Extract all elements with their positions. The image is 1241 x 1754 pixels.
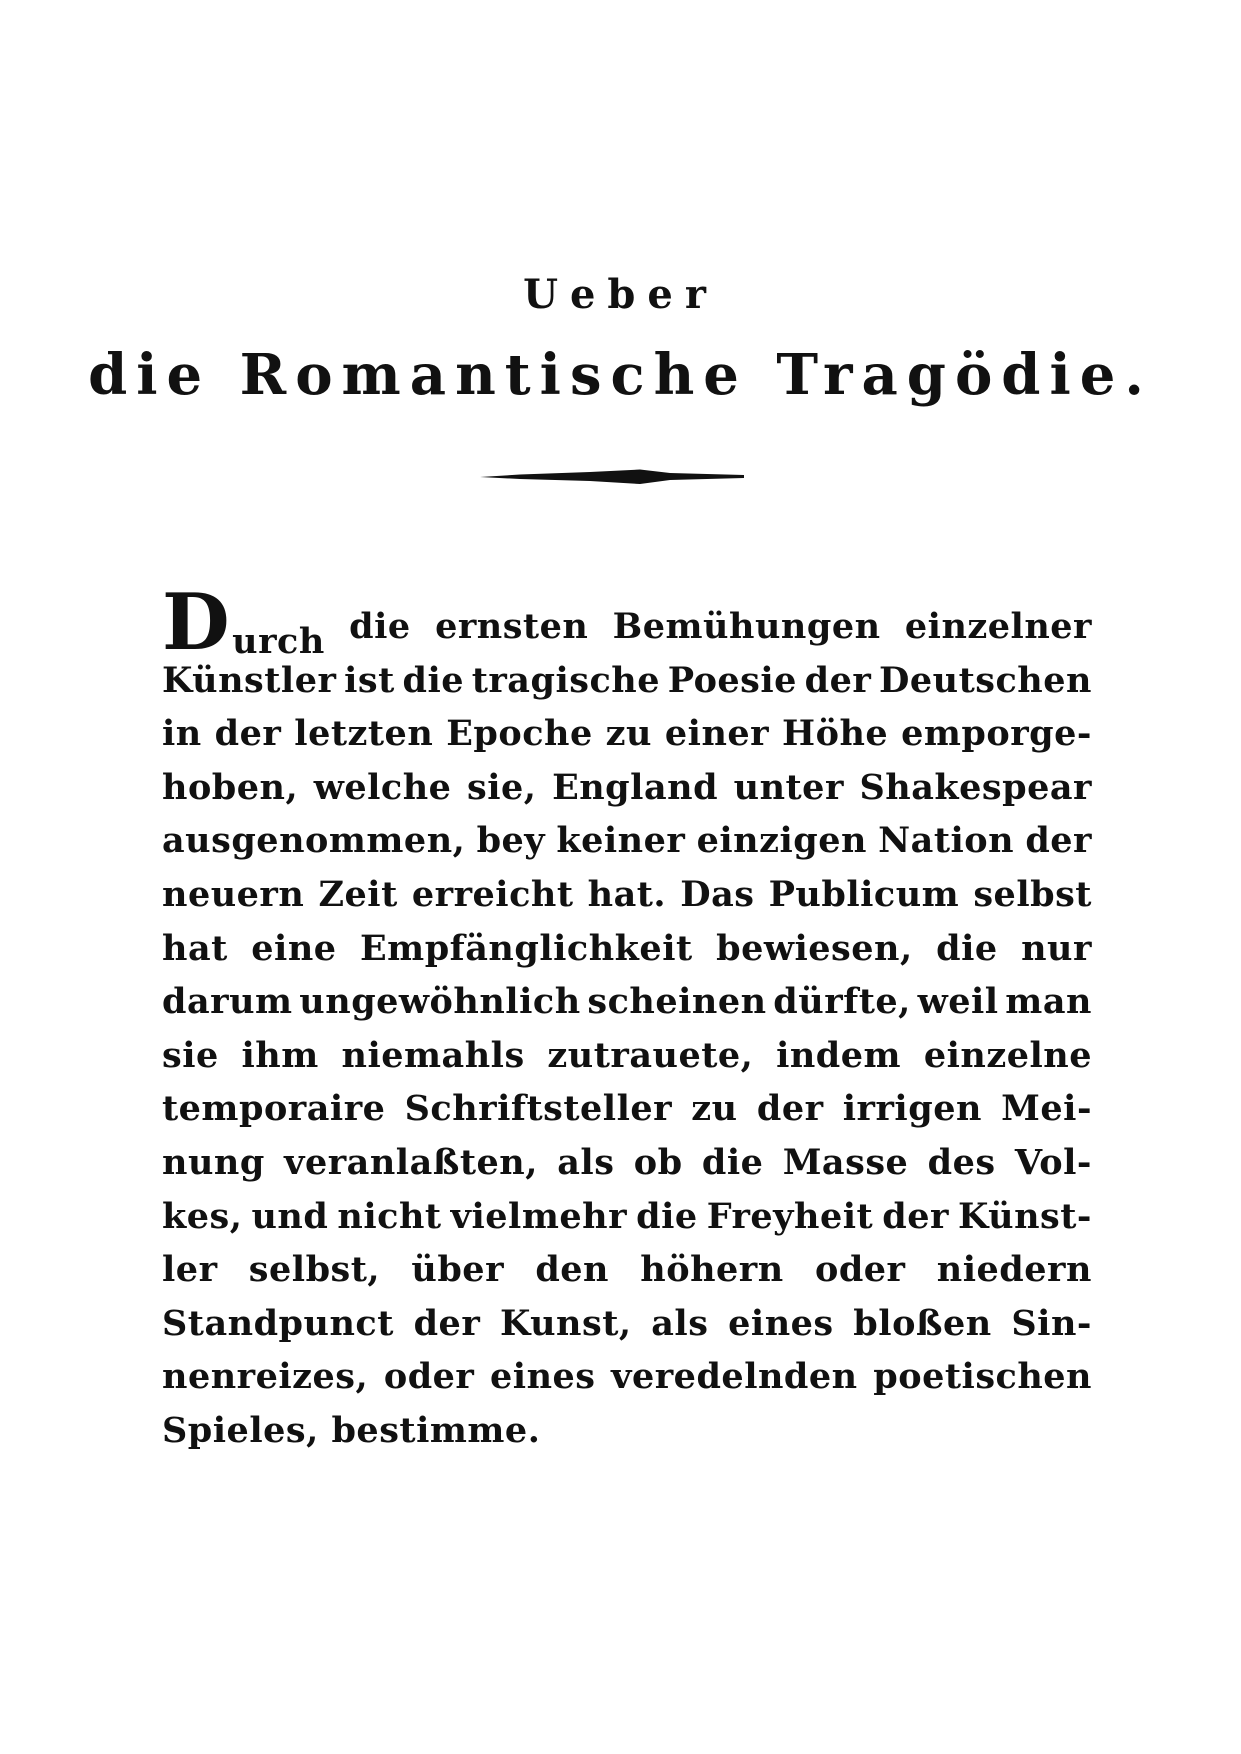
word: Deutschen bbox=[879, 659, 1092, 701]
word: Schriftsteller bbox=[404, 1088, 673, 1130]
text-line bbox=[162, 761, 1092, 815]
word: zu bbox=[691, 1088, 738, 1130]
word: hat. bbox=[587, 873, 667, 915]
word: ist bbox=[344, 659, 395, 701]
word: einer bbox=[664, 713, 770, 755]
word: Nation bbox=[878, 820, 1015, 862]
word: veredelnden bbox=[611, 1356, 858, 1398]
word: Epoche bbox=[446, 713, 593, 755]
word: tragische bbox=[471, 659, 660, 701]
word: nenreizes, bbox=[162, 1356, 369, 1398]
word: Mei- bbox=[1001, 1088, 1092, 1130]
word: Empfänglichkeit bbox=[359, 927, 693, 969]
word: Zeit bbox=[318, 873, 398, 915]
word: vielmehr bbox=[450, 1195, 628, 1237]
word: ausgenommen, bbox=[162, 820, 466, 862]
word: die bbox=[936, 927, 998, 969]
word: ler bbox=[162, 1249, 218, 1291]
word: Shakespear bbox=[859, 766, 1092, 808]
word: einzigen bbox=[696, 820, 867, 862]
word: höhern bbox=[640, 1249, 784, 1291]
text-line bbox=[162, 707, 1092, 761]
word: selbst, bbox=[248, 1249, 381, 1291]
word: Bemühungen bbox=[612, 606, 881, 647]
word: ob bbox=[633, 1141, 683, 1183]
word: in bbox=[162, 713, 202, 755]
word: bey bbox=[476, 820, 546, 862]
text-line bbox=[162, 975, 1092, 1029]
word: Publicum bbox=[768, 873, 960, 915]
ornamental-divider bbox=[480, 468, 744, 486]
word: eines bbox=[728, 1302, 834, 1344]
text-line bbox=[162, 654, 1092, 708]
word: der bbox=[1025, 820, 1092, 862]
word: oder bbox=[814, 1249, 906, 1291]
word: zu bbox=[605, 713, 652, 755]
word: dürfte, bbox=[773, 981, 911, 1023]
word: Kunst, bbox=[499, 1302, 632, 1344]
text-line bbox=[162, 814, 1092, 868]
word: man bbox=[1005, 981, 1092, 1023]
word: hoben, bbox=[162, 766, 299, 808]
text-line bbox=[162, 1190, 1092, 1244]
word: nung bbox=[162, 1141, 265, 1183]
text-line: Spieles, bestimme. bbox=[162, 1409, 541, 1451]
word: einzelner bbox=[904, 606, 1092, 647]
word: niemahls bbox=[341, 1034, 525, 1076]
text-line bbox=[162, 1297, 1092, 1351]
word: welche bbox=[313, 766, 452, 808]
word: als bbox=[651, 1302, 709, 1344]
word: bewiesen, bbox=[716, 927, 913, 969]
word: Durch bbox=[162, 577, 325, 668]
word: Freyheit bbox=[706, 1195, 874, 1237]
word: nur bbox=[1021, 927, 1092, 969]
text-line bbox=[162, 922, 1092, 976]
word: der bbox=[882, 1195, 949, 1237]
word: oder bbox=[383, 1356, 475, 1398]
text-line bbox=[162, 868, 1092, 922]
word: unter bbox=[733, 766, 844, 808]
word: einzelne bbox=[923, 1034, 1092, 1076]
word: über bbox=[411, 1249, 505, 1291]
text-line bbox=[162, 1243, 1092, 1297]
word: poetischen bbox=[873, 1356, 1092, 1398]
drop-cap: D bbox=[162, 577, 231, 668]
word: ihm bbox=[241, 1034, 319, 1076]
word: veranlaßten, bbox=[284, 1141, 538, 1183]
word: temporaire bbox=[162, 1088, 386, 1130]
word: Das bbox=[680, 873, 755, 915]
word: die bbox=[636, 1195, 698, 1237]
word: die bbox=[349, 606, 411, 647]
word: England bbox=[552, 766, 719, 808]
word: keiner bbox=[556, 820, 686, 862]
word: letzten bbox=[294, 713, 434, 755]
word: der bbox=[214, 713, 282, 755]
text-line bbox=[162, 577, 1092, 668]
word: kes, bbox=[162, 1195, 243, 1237]
word: eines bbox=[490, 1356, 596, 1398]
word: der bbox=[413, 1302, 481, 1344]
word: irrigen bbox=[842, 1088, 982, 1130]
word: emporge- bbox=[901, 713, 1092, 755]
word: Poesie bbox=[667, 659, 797, 701]
word: niedern bbox=[936, 1249, 1092, 1291]
word: scheinen bbox=[587, 981, 767, 1023]
word: Sin- bbox=[1011, 1302, 1092, 1344]
word: nicht bbox=[337, 1195, 442, 1237]
word: hat bbox=[162, 927, 228, 969]
word: der bbox=[756, 1088, 824, 1130]
word: den bbox=[535, 1249, 609, 1291]
body-paragraph bbox=[162, 577, 1092, 1458]
word: sie, bbox=[467, 766, 537, 808]
text-line bbox=[162, 1082, 1092, 1136]
word: Masse bbox=[782, 1141, 909, 1183]
title-line-2: die Romantische Tragödie. bbox=[88, 342, 1153, 408]
word: und bbox=[251, 1195, 329, 1237]
word: sie bbox=[162, 1034, 219, 1076]
word: Vol- bbox=[1014, 1141, 1092, 1183]
word: neuern bbox=[162, 873, 305, 915]
word: ernsten bbox=[435, 606, 589, 647]
word: selbst bbox=[973, 873, 1092, 915]
word: des bbox=[927, 1141, 996, 1183]
word: als bbox=[557, 1141, 615, 1183]
word: Künstler bbox=[162, 659, 337, 701]
title-line-1: Ueber bbox=[523, 271, 718, 318]
text-line bbox=[162, 1136, 1092, 1190]
word: weil bbox=[917, 981, 999, 1023]
word: eine bbox=[251, 927, 337, 969]
word: der bbox=[804, 659, 872, 701]
word: erreicht bbox=[411, 873, 574, 915]
word: darum bbox=[162, 981, 293, 1023]
word: Standpunct bbox=[162, 1302, 394, 1344]
word: bloßen bbox=[853, 1302, 992, 1344]
word: indem bbox=[776, 1034, 902, 1076]
word: Künst- bbox=[958, 1195, 1092, 1237]
word: zutrauete, bbox=[547, 1034, 754, 1076]
word: Höhe bbox=[782, 713, 889, 755]
word: die bbox=[701, 1141, 764, 1183]
text-line bbox=[162, 1029, 1092, 1083]
word: die bbox=[402, 659, 465, 701]
text-line bbox=[162, 1350, 1092, 1404]
word: ungewöhnlich bbox=[299, 981, 581, 1023]
